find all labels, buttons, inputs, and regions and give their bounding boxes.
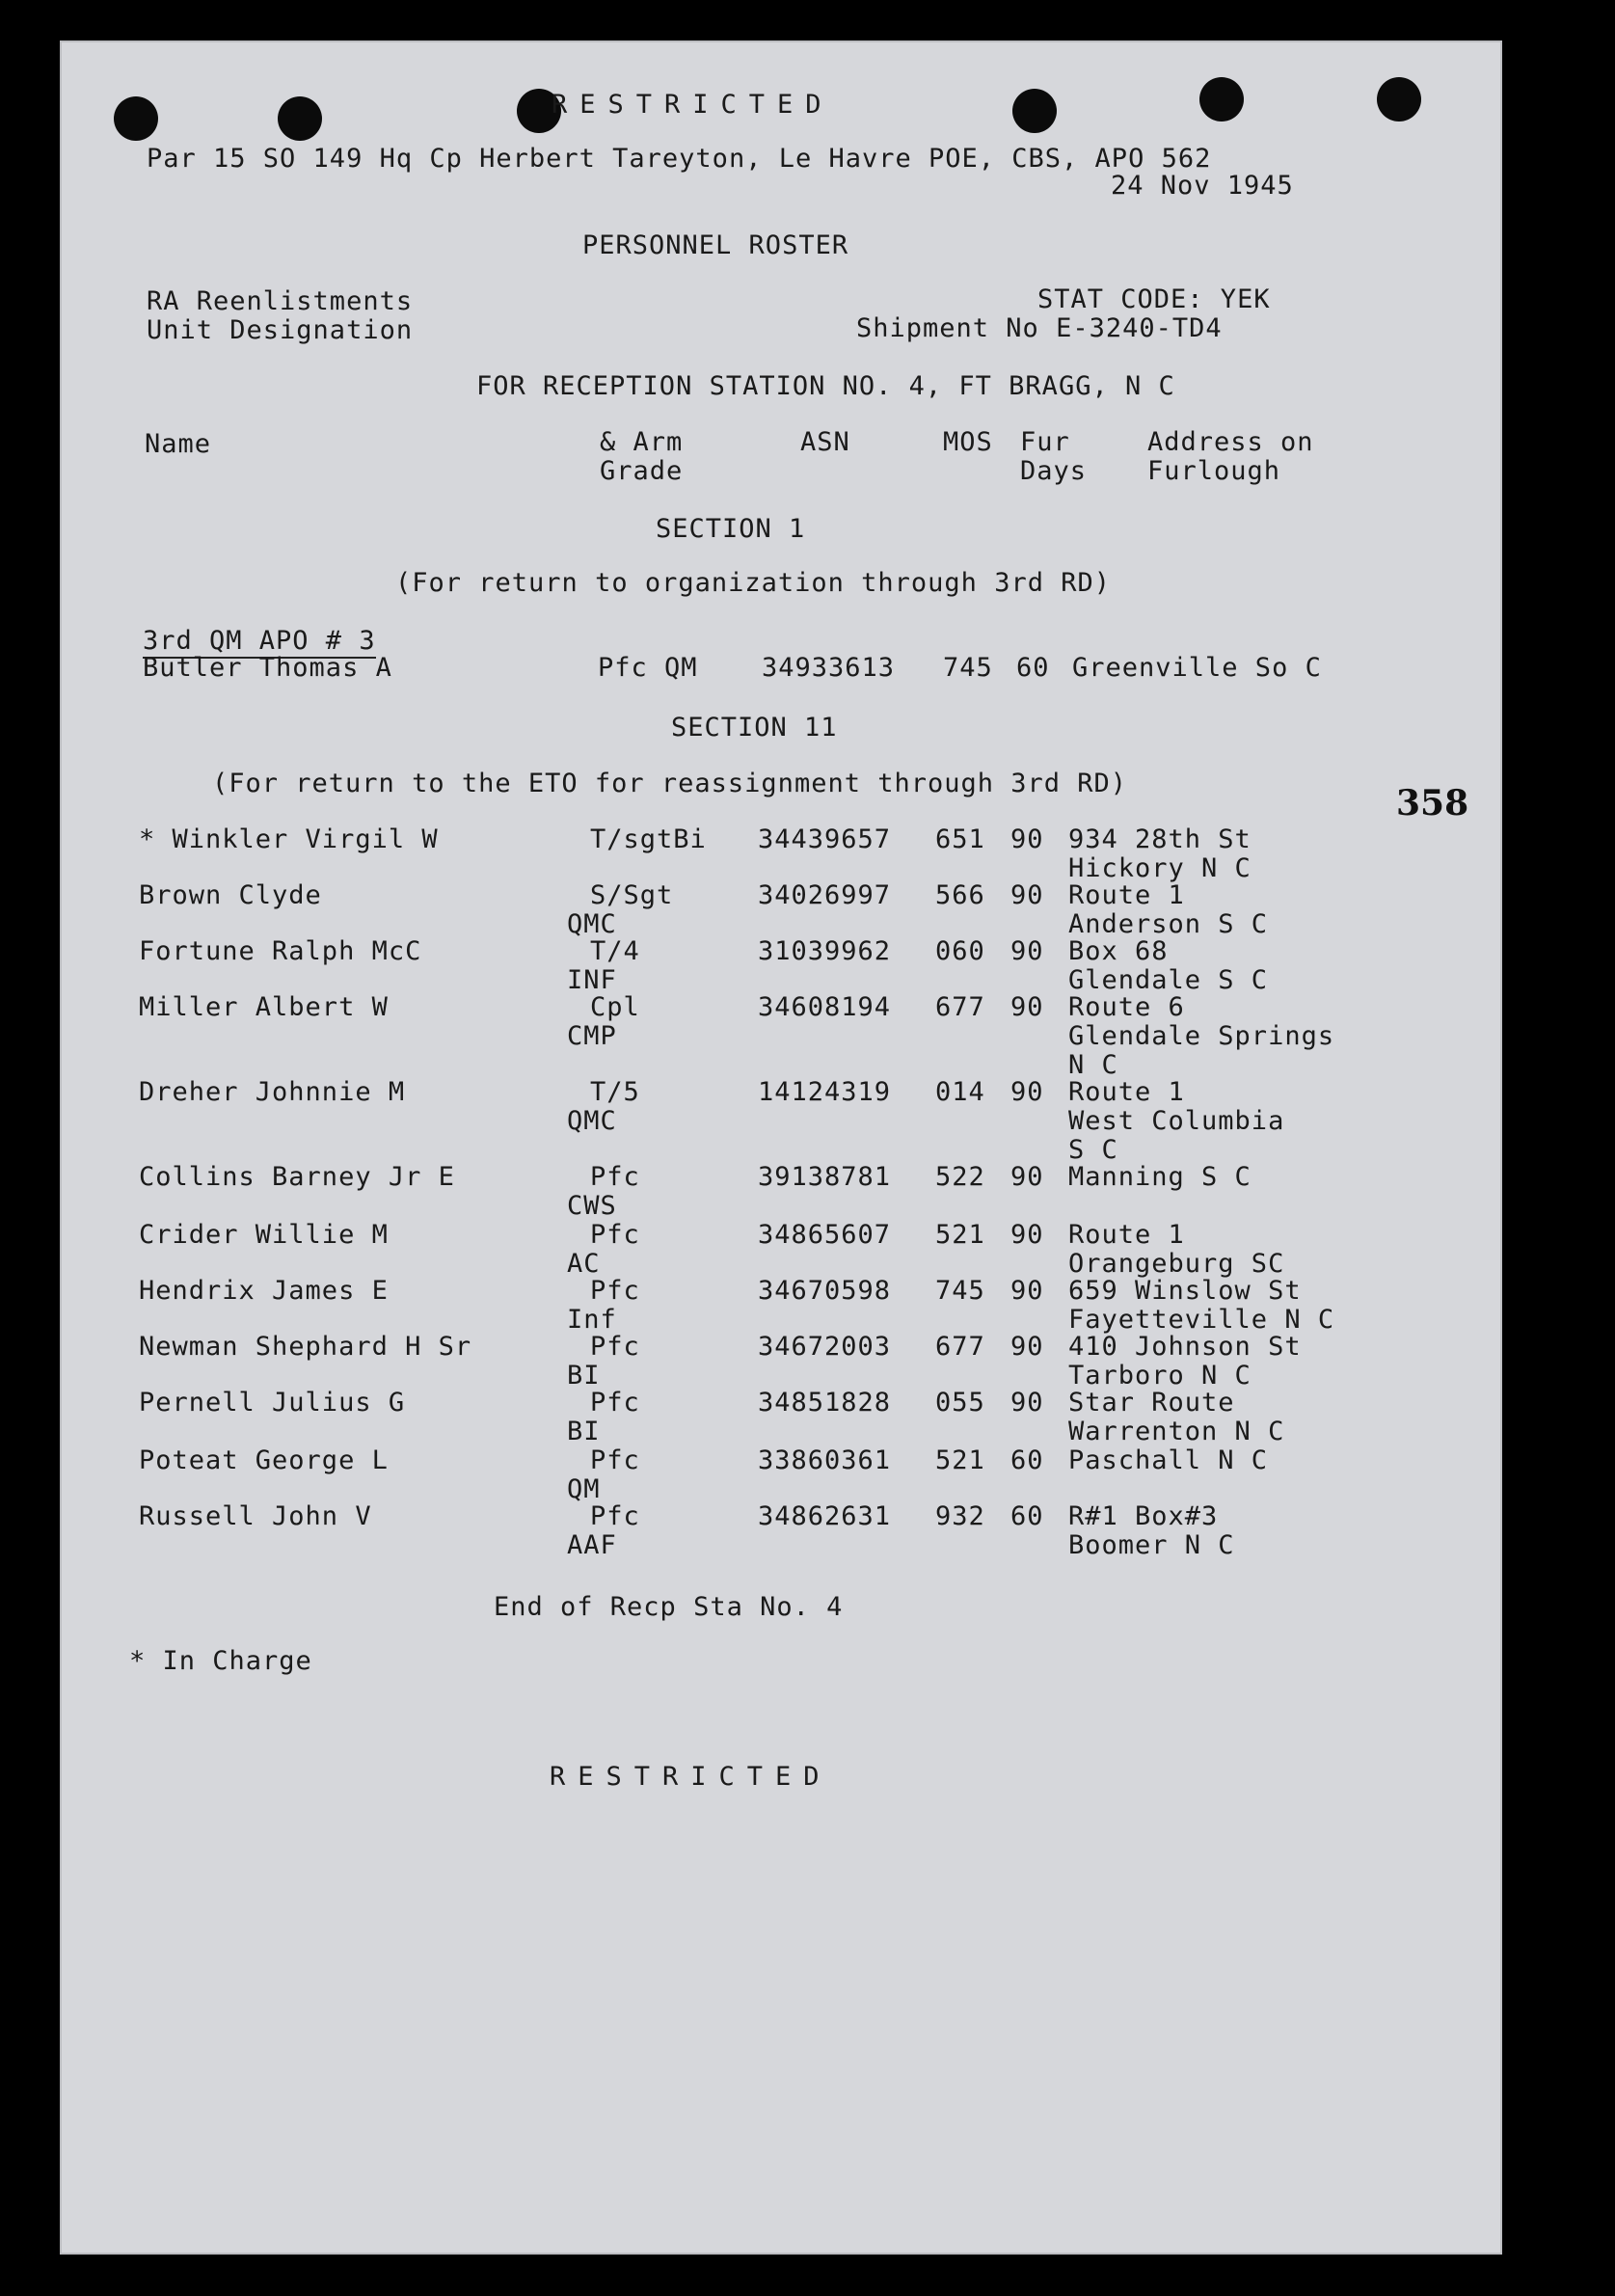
col-grade-1: & Arm: [600, 427, 684, 457]
row-addr2: West Columbia: [1068, 1106, 1285, 1136]
row-addr1: Star Route: [1068, 1388, 1235, 1418]
row-days: 90: [1010, 1388, 1044, 1418]
row-days: 90: [1010, 1220, 1044, 1250]
classification-top: RESTRICTED: [552, 90, 834, 120]
row-name: Russell John V: [139, 1501, 372, 1531]
row-grade: S/Sgt: [590, 880, 674, 910]
row-addr3: N C: [1068, 1050, 1118, 1080]
row-grade: Pfc: [590, 1220, 640, 1250]
row-mos: 566: [935, 880, 985, 910]
punch-hole-6: [1377, 77, 1421, 122]
row-addr2: Fayetteville N C: [1068, 1305, 1335, 1335]
section-1-unit: 3rd QM APO # 3: [143, 627, 376, 659]
row-addr2: Anderson S C: [1068, 909, 1269, 939]
row-addr2: Hickory N C: [1068, 853, 1252, 883]
row-asn: 33860361: [758, 1445, 892, 1475]
punch-hole-2: [278, 96, 322, 141]
row-days: 90: [1010, 1276, 1044, 1306]
row-asn: 34670598: [758, 1276, 892, 1306]
row-grade2: QMC: [567, 1106, 617, 1136]
col-asn: ASN: [800, 427, 850, 457]
row-asn: 34865607: [758, 1220, 892, 1250]
row-addr1: Route 1: [1068, 1220, 1185, 1250]
row-grade2: QM: [567, 1474, 601, 1504]
row-mos: 745: [935, 1276, 985, 1306]
row-addr1: 659 Winslow St: [1068, 1276, 1302, 1306]
row-grade2: CMP: [567, 1021, 617, 1051]
row-addr2: Tarboro N C: [1068, 1361, 1252, 1391]
row-grade: Pfc: [590, 1162, 640, 1192]
row-mos: 677: [935, 1332, 985, 1362]
row-name: Dreher Johnnie M: [139, 1077, 406, 1107]
row-addr1: R#1 Box#3: [1068, 1501, 1219, 1531]
row-asn: 34933613: [762, 653, 896, 683]
row-name: Hendrix James E: [139, 1276, 389, 1306]
row-name: Poteat George L: [139, 1445, 389, 1475]
row-mos: 521: [935, 1220, 985, 1250]
row-grade2: AAF: [567, 1530, 617, 1560]
col-name: Name: [145, 429, 212, 459]
unit-designation-label: Unit Designation: [147, 315, 414, 345]
row-name: Brown Clyde: [139, 880, 322, 910]
section-1-title: SECTION 1: [656, 514, 806, 544]
row-addr1: Route 1: [1068, 1077, 1185, 1107]
row-addr3: S C: [1068, 1135, 1118, 1165]
row-grade2: BI: [567, 1417, 601, 1446]
row-mos: 522: [935, 1162, 985, 1192]
shipment-number: Shipment No E-3240-TD4: [856, 313, 1223, 343]
page-title: PERSONNEL ROSTER: [582, 230, 849, 260]
row-grade2: AC: [567, 1249, 601, 1279]
punch-hole-4: [1012, 89, 1057, 133]
row-addr1: Box 68: [1068, 936, 1169, 966]
stat-code: STAT CODE: YEK: [1037, 284, 1271, 314]
legend-note: * In Charge: [129, 1646, 312, 1676]
row-days: 90: [1010, 936, 1044, 966]
col-fur-1: Fur: [1020, 427, 1070, 457]
row-name: Collins Barney Jr E: [139, 1162, 455, 1192]
row-grade: Pfc QM: [598, 653, 698, 683]
row-asn: 34608194: [758, 992, 892, 1022]
row-mos: 055: [935, 1388, 985, 1418]
row-asn: 34439657: [758, 824, 892, 854]
row-addr2: Glendale S C: [1068, 965, 1269, 995]
row-name: * Winkler Virgil W: [139, 824, 439, 854]
end-note: End of Recp Sta No. 4: [494, 1592, 844, 1622]
row-asn: 34851828: [758, 1388, 892, 1418]
row-addr1: Paschall N C: [1068, 1445, 1269, 1475]
row-name: Crider Willie M: [139, 1220, 389, 1250]
row-addr2: Orangeburg SC: [1068, 1249, 1285, 1279]
row-addr2: Warrenton N C: [1068, 1417, 1285, 1446]
row-days: 60: [1016, 653, 1050, 683]
page-number: 358: [1396, 783, 1469, 824]
col-fur-2: Days: [1020, 456, 1088, 486]
row-addr1: Route 6: [1068, 992, 1185, 1022]
row-grade: Cpl: [590, 992, 640, 1022]
row-grade: T/5: [590, 1077, 640, 1107]
row-grade2: QMC: [567, 909, 617, 939]
row-asn: 34672003: [758, 1332, 892, 1362]
col-mos: MOS: [943, 427, 993, 457]
row-addr2: Boomer N C: [1068, 1530, 1235, 1560]
row-asn: 34862631: [758, 1501, 892, 1531]
row-days: 90: [1010, 880, 1044, 910]
punch-hole-1: [114, 96, 158, 141]
row-name: Pernell Julius G: [139, 1388, 406, 1418]
row-addr1: 934 28th St: [1068, 824, 1252, 854]
row-mos: 932: [935, 1501, 985, 1531]
row-mos: 677: [935, 992, 985, 1022]
row-grade: T/sgtBi: [590, 824, 707, 854]
row-mos: 014: [935, 1077, 985, 1107]
row-grade2: CWS: [567, 1191, 617, 1221]
row-mos: 745: [943, 653, 993, 683]
row-address-1: Greenville So C: [1072, 653, 1322, 683]
row-name: Fortune Ralph McC: [139, 936, 422, 966]
row-asn: 31039962: [758, 936, 892, 966]
row-asn: 34026997: [758, 880, 892, 910]
col-address-2: Furlough: [1147, 456, 1281, 486]
row-grade: Pfc: [590, 1276, 640, 1306]
punch-hole-5: [1199, 77, 1244, 122]
row-asn: 39138781: [758, 1162, 892, 1192]
row-grade: Pfc: [590, 1388, 640, 1418]
row-days: 90: [1010, 824, 1044, 854]
row-grade: Pfc: [590, 1332, 640, 1362]
col-grade-2: Grade: [600, 456, 684, 486]
row-addr1: Route 1: [1068, 880, 1185, 910]
col-address-1: Address on: [1147, 427, 1314, 457]
row-days: 90: [1010, 1077, 1044, 1107]
row-mos: 651: [935, 824, 985, 854]
row-grade: Pfc: [590, 1445, 640, 1475]
row-days: 90: [1010, 1332, 1044, 1362]
reenlistments-label: RA Reenlistments: [147, 286, 414, 316]
row-addr1: Manning S C: [1068, 1162, 1252, 1192]
row-days: 90: [1010, 1162, 1044, 1192]
order-date: 24 Nov 1945: [1111, 171, 1294, 201]
classification-bottom: RESTRICTED: [550, 1762, 832, 1792]
row-mos: 521: [935, 1445, 985, 1475]
row-name: Newman Shephard H Sr: [139, 1332, 472, 1362]
row-grade2: BI: [567, 1361, 601, 1391]
row-asn: 14124319: [758, 1077, 892, 1107]
row-addr1: 410 Johnson St: [1068, 1332, 1302, 1362]
row-days: 60: [1010, 1501, 1044, 1531]
row-grade2: INF: [567, 965, 617, 995]
row-days: 60: [1010, 1445, 1044, 1475]
row-name: Butler Thomas A: [143, 653, 392, 683]
row-mos: 060: [935, 936, 985, 966]
section-2-note: (For return to the ETO for reassignment through 3rd RD): [212, 769, 1128, 798]
order-line: Par 15 SO 149 Hq Cp Herbert Tareyton, Le Havre POE, CBS, APO 562: [147, 144, 1212, 174]
row-grade2: Inf: [567, 1305, 617, 1335]
row-addr2: Glendale Springs: [1068, 1021, 1335, 1051]
section-1-note: (For return to organization through 3rd RD): [395, 568, 1111, 598]
row-name: Miller Albert W: [139, 992, 389, 1022]
row-grade: Pfc: [590, 1501, 640, 1531]
section-2-title: SECTION 11: [671, 713, 838, 743]
destination-line: FOR RECEPTION STATION NO. 4, FT BRAGG, N C: [476, 371, 1175, 401]
row-grade: T/4: [590, 936, 640, 966]
row-days: 90: [1010, 992, 1044, 1022]
